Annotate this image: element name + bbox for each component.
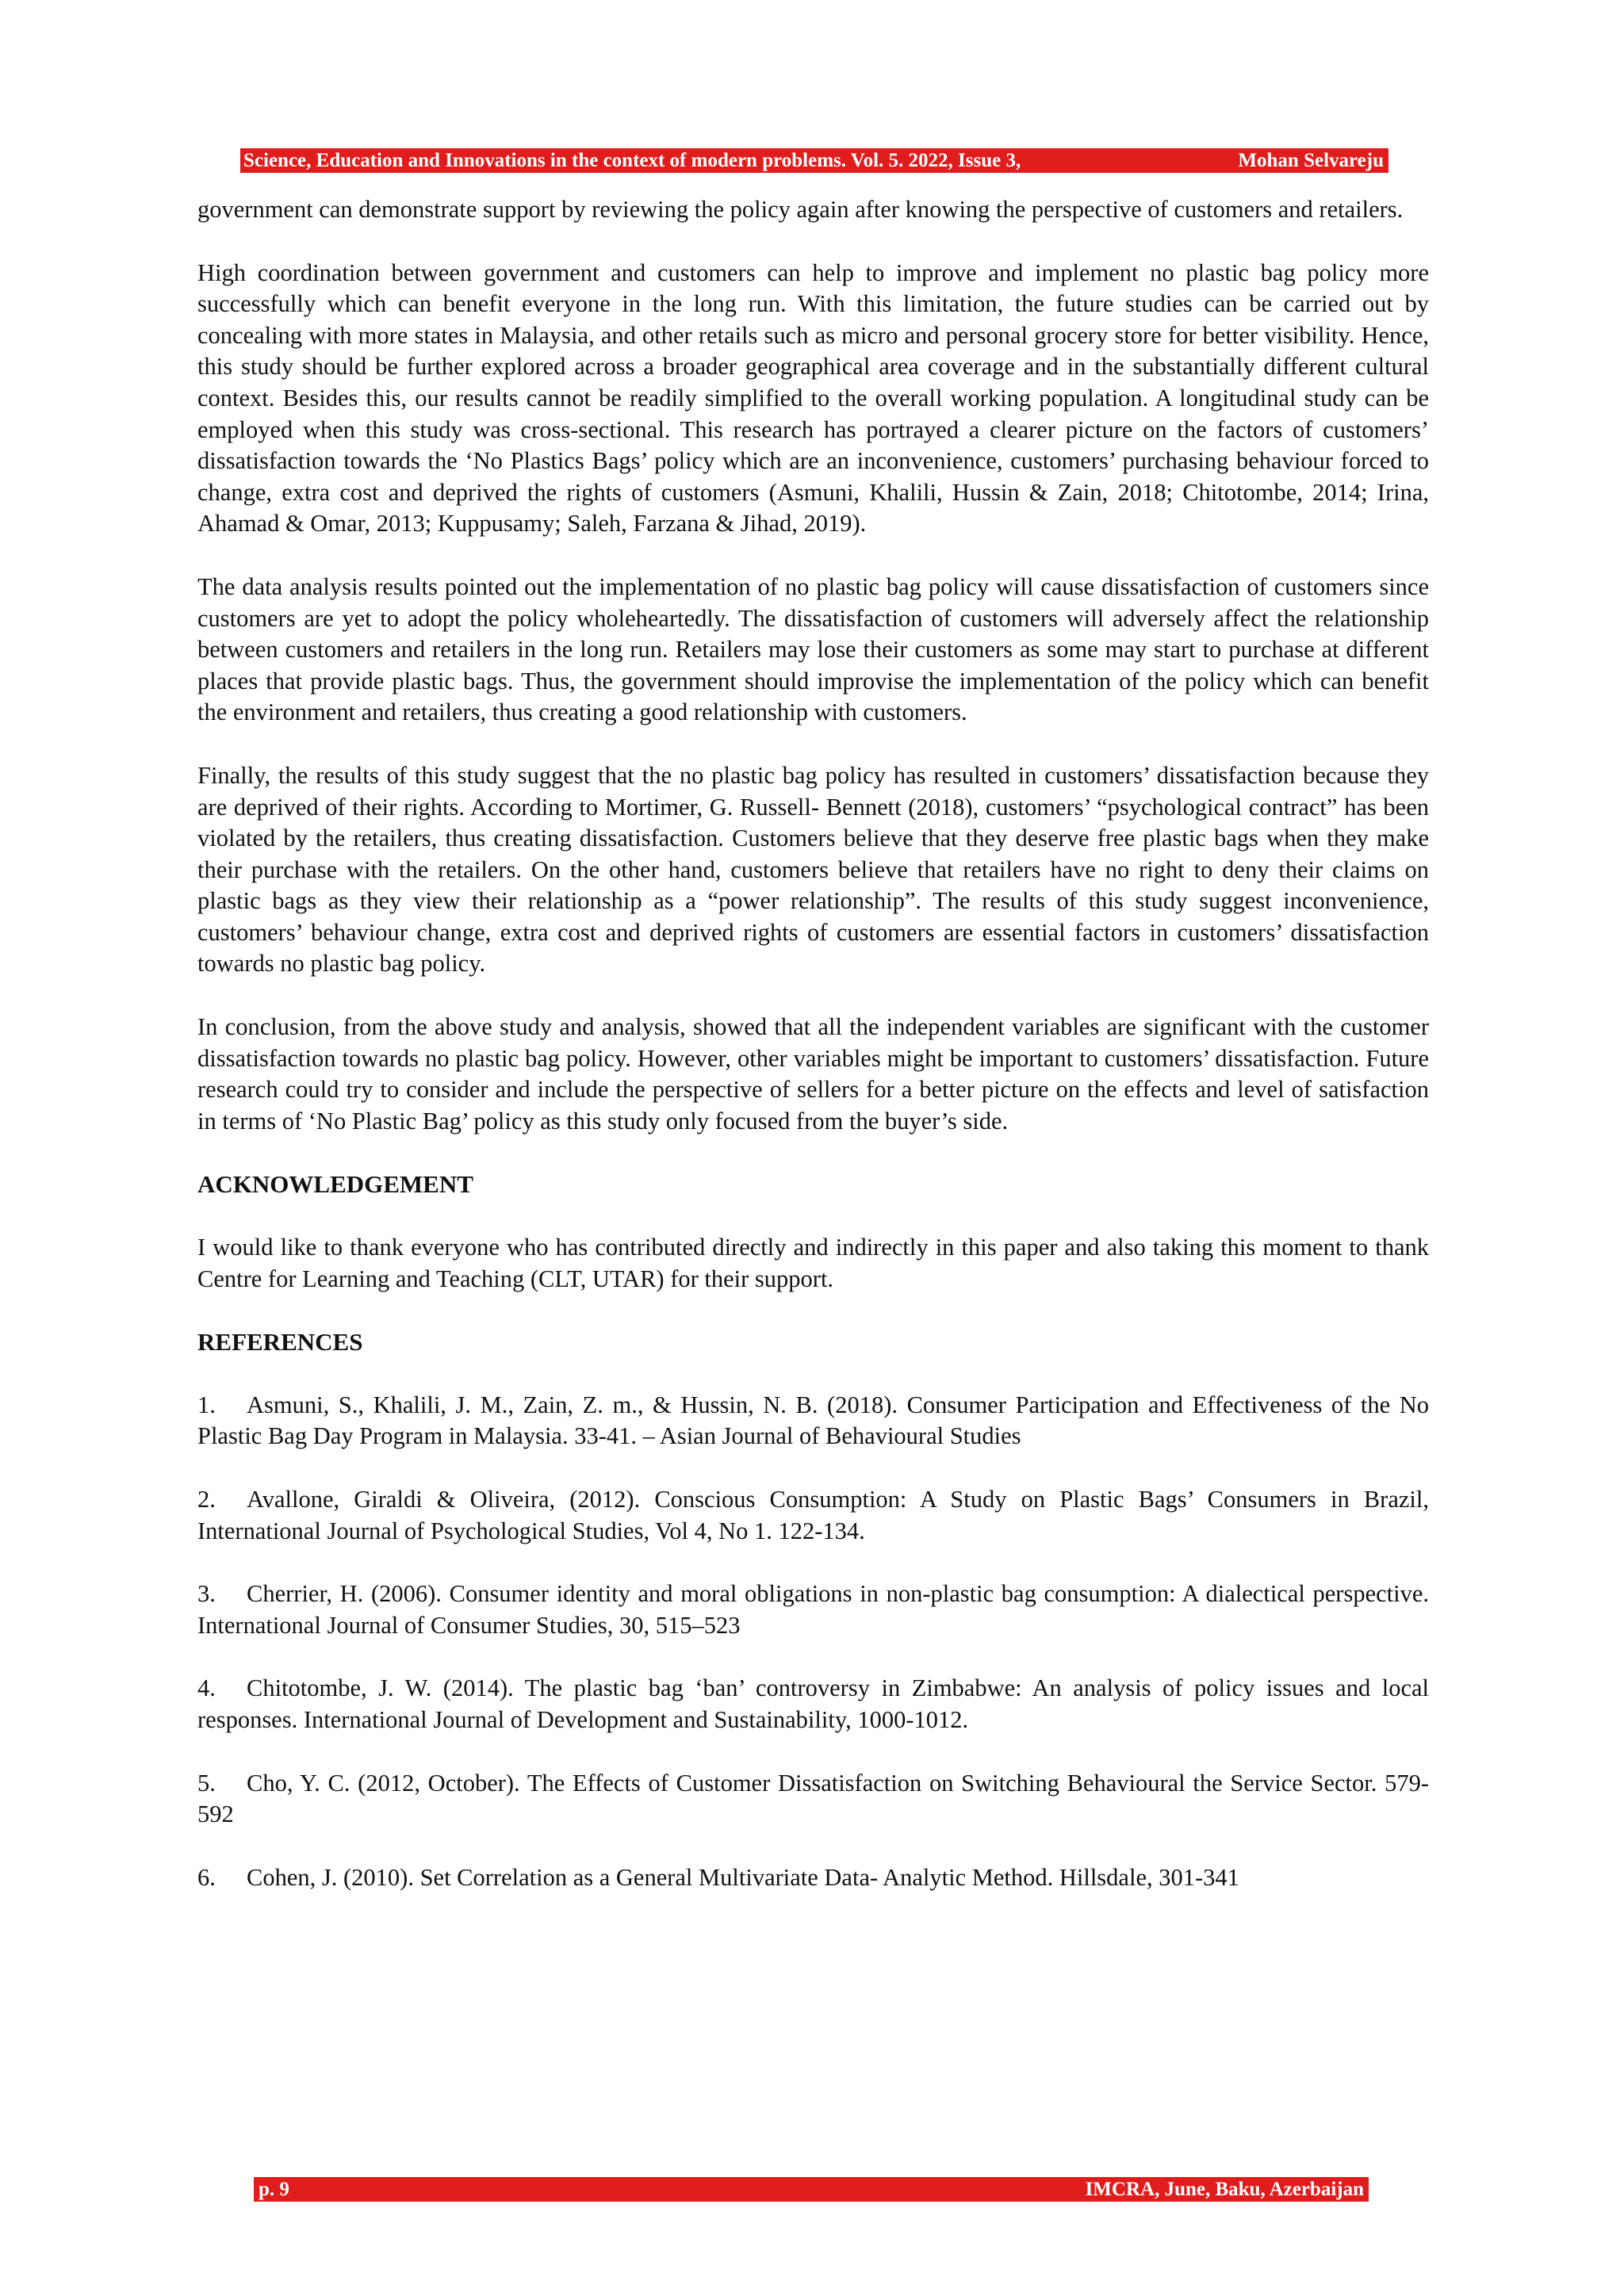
reference-text: Avallone, Giraldi & Oliveira, (2012). Conscious Consumption: A Study on Plastic Bags’ Consumers in Brazil, International Journal of Psychological Studies, Vol 4, No 1. 122-134. [197,1486,1429,1544]
reference-text: Cohen, J. (2010). Set Correlation as a General Multivariate Data- Analytic Method. Hillsdale, 301-341 [247,1863,1239,1891]
reference-number: 3. [197,1580,216,1608]
body-paragraph: High coordination between government and customers can help to improve and implement no plastic bag policy more successfully which can benefit everyone in the long run. With this limitation, the future studies can be carried out by concealing with more states in Malaysia, and other retails such as micro and personal grocery store for better visibility. Hence, this study should be further explored across a broader geographical area coverage and in the substantially different cultural context. Besides this, our results cannot be readily simplified to the overall working population. A longitudinal study can be employed when this study was cross-sectional. This research has portrayed a clearer picture on the factors of customers’ dissatisfaction towards the ‘No Plastics Bags’ policy which are an inconvenience, customers’ purchasing behaviour forced to change, extra cost and deprived the rights of customers (Asmuni, Khalili, Hussin & Zain, 2018; Chitotombe, 2014; Irina, Ahamad & Omar, 2013; Kuppusamy; Saleh, Farzana & Jihad, 2019). [197,258,1429,538]
reference-item [197,1390,1429,1452]
running-header [240,148,1388,173]
reference-text: Asmuni, S., Khalili, J. M., Zain, Z. m., & Hussin, N. B. (2018). Consumer Participation and Effectiveness of the No Plastic Bag Day Program in Malaysia. 33-41. – Asian Journal of Behavioural Studies [197,1391,1429,1450]
references-heading: REFERENCES [197,1328,363,1357]
reference-item [197,1578,1429,1641]
reference-number: 2. [197,1486,216,1513]
publisher-info: IMCRA, June, Baku, Azerbaijan [1085,2179,1364,2200]
reference-number: 4. [197,1674,216,1702]
reference-text: Cho, Y. C. (2012, October). The Effects of Customer Dissatisfaction on Switching Behavioural the Service Sector. 579-592 [197,1769,1429,1828]
page-number: p. 9 [259,2179,289,2200]
reference-text: Chitotombe, J. W. (2014). The plastic bag ‘ban’ controversy in Zimbabwe: An analysis of policy issues and local responses. International Journal of Development and Sustainability, 1000-1012. [197,1674,1429,1733]
reference-item [197,1768,1429,1831]
header-author: Mohan Selvareju [1238,150,1384,171]
acknowledgement-text: I would like to thank everyone who has contributed directly and indirectly in this paper and also taking this moment to thank Centre for Learning and Teaching (CLT, UTAR) for their support. [197,1234,1429,1292]
reference-item [197,1862,1429,1894]
journal-title: Science, Education and Innovations in the context of modern problems. Vol. 5. 2022, Issue 3, [243,150,1021,171]
reference-number: 1. [197,1391,216,1418]
running-footer [254,2177,1369,2202]
page-content [197,194,1429,1925]
reference-text: Cherrier, H. (2006). Consumer identity and moral obligations in non-plastic bag consumption: A dialectical perspective. International Journal of Consumer Studies, 30, 515–523 [197,1580,1429,1639]
reference-item [197,1484,1429,1547]
acknowledgement-heading: ACKNOWLEDGEMENT [197,1170,473,1199]
body-paragraph: In conclusion, from the above study and analysis, showed that all the independent variables are significant with the customer dissatisfaction towards no plastic bag policy. However, other variables might be important to customers’ dissatisfaction. Future research could try to consider and include the perspective of sellers for a better picture on the effects and level of satisfaction in terms of ‘No Plastic Bag’ policy as this study only focused from the buyer’s side. [197,1013,1429,1135]
body-paragraph: Finally, the results of this study suggest that the no plastic bag policy has resulted in customers’ dissatisfaction because they are deprived of their rights. According to Mortimer, G. Russell- Bennett (2018), customers’ “psychological contract” has been violated by the retailers, thus creating dissatisfaction. Customers believe that they deserve free plastic bags when they make their purchase with the retailers. On the other hand, customers believe that retailers have no right to deny their claims on plastic bags as they view their relationship as a “power relationship”. The results of this study suggest inconvenience, customers’ behaviour change, extra cost and deprived rights of customers are essential factors in customers’ dissatisfaction towards no plastic bag policy. [197,761,1429,978]
body-paragraph: government can demonstrate support by reviewing the policy again after knowing the perspective of customers and retailers. [197,196,1404,223]
reference-number: 5. [197,1769,216,1797]
body-paragraph: The data analysis results pointed out the implementation of no plastic bag policy will cause dissatisfaction of customers since customers are yet to adopt the policy wholeheartedly. The dissatisfaction of customers will adversely affect the relationship between customers and retailers in the long run. Retailers may lose their customers as some may start to purchase at different places that provide plastic bags. Thus, the government should improvise the implementation of the policy which can benefit the environment and retailers, thus creating a good relationship with customers. [197,572,1429,726]
reference-item [197,1673,1429,1735]
reference-number: 6. [197,1863,216,1891]
